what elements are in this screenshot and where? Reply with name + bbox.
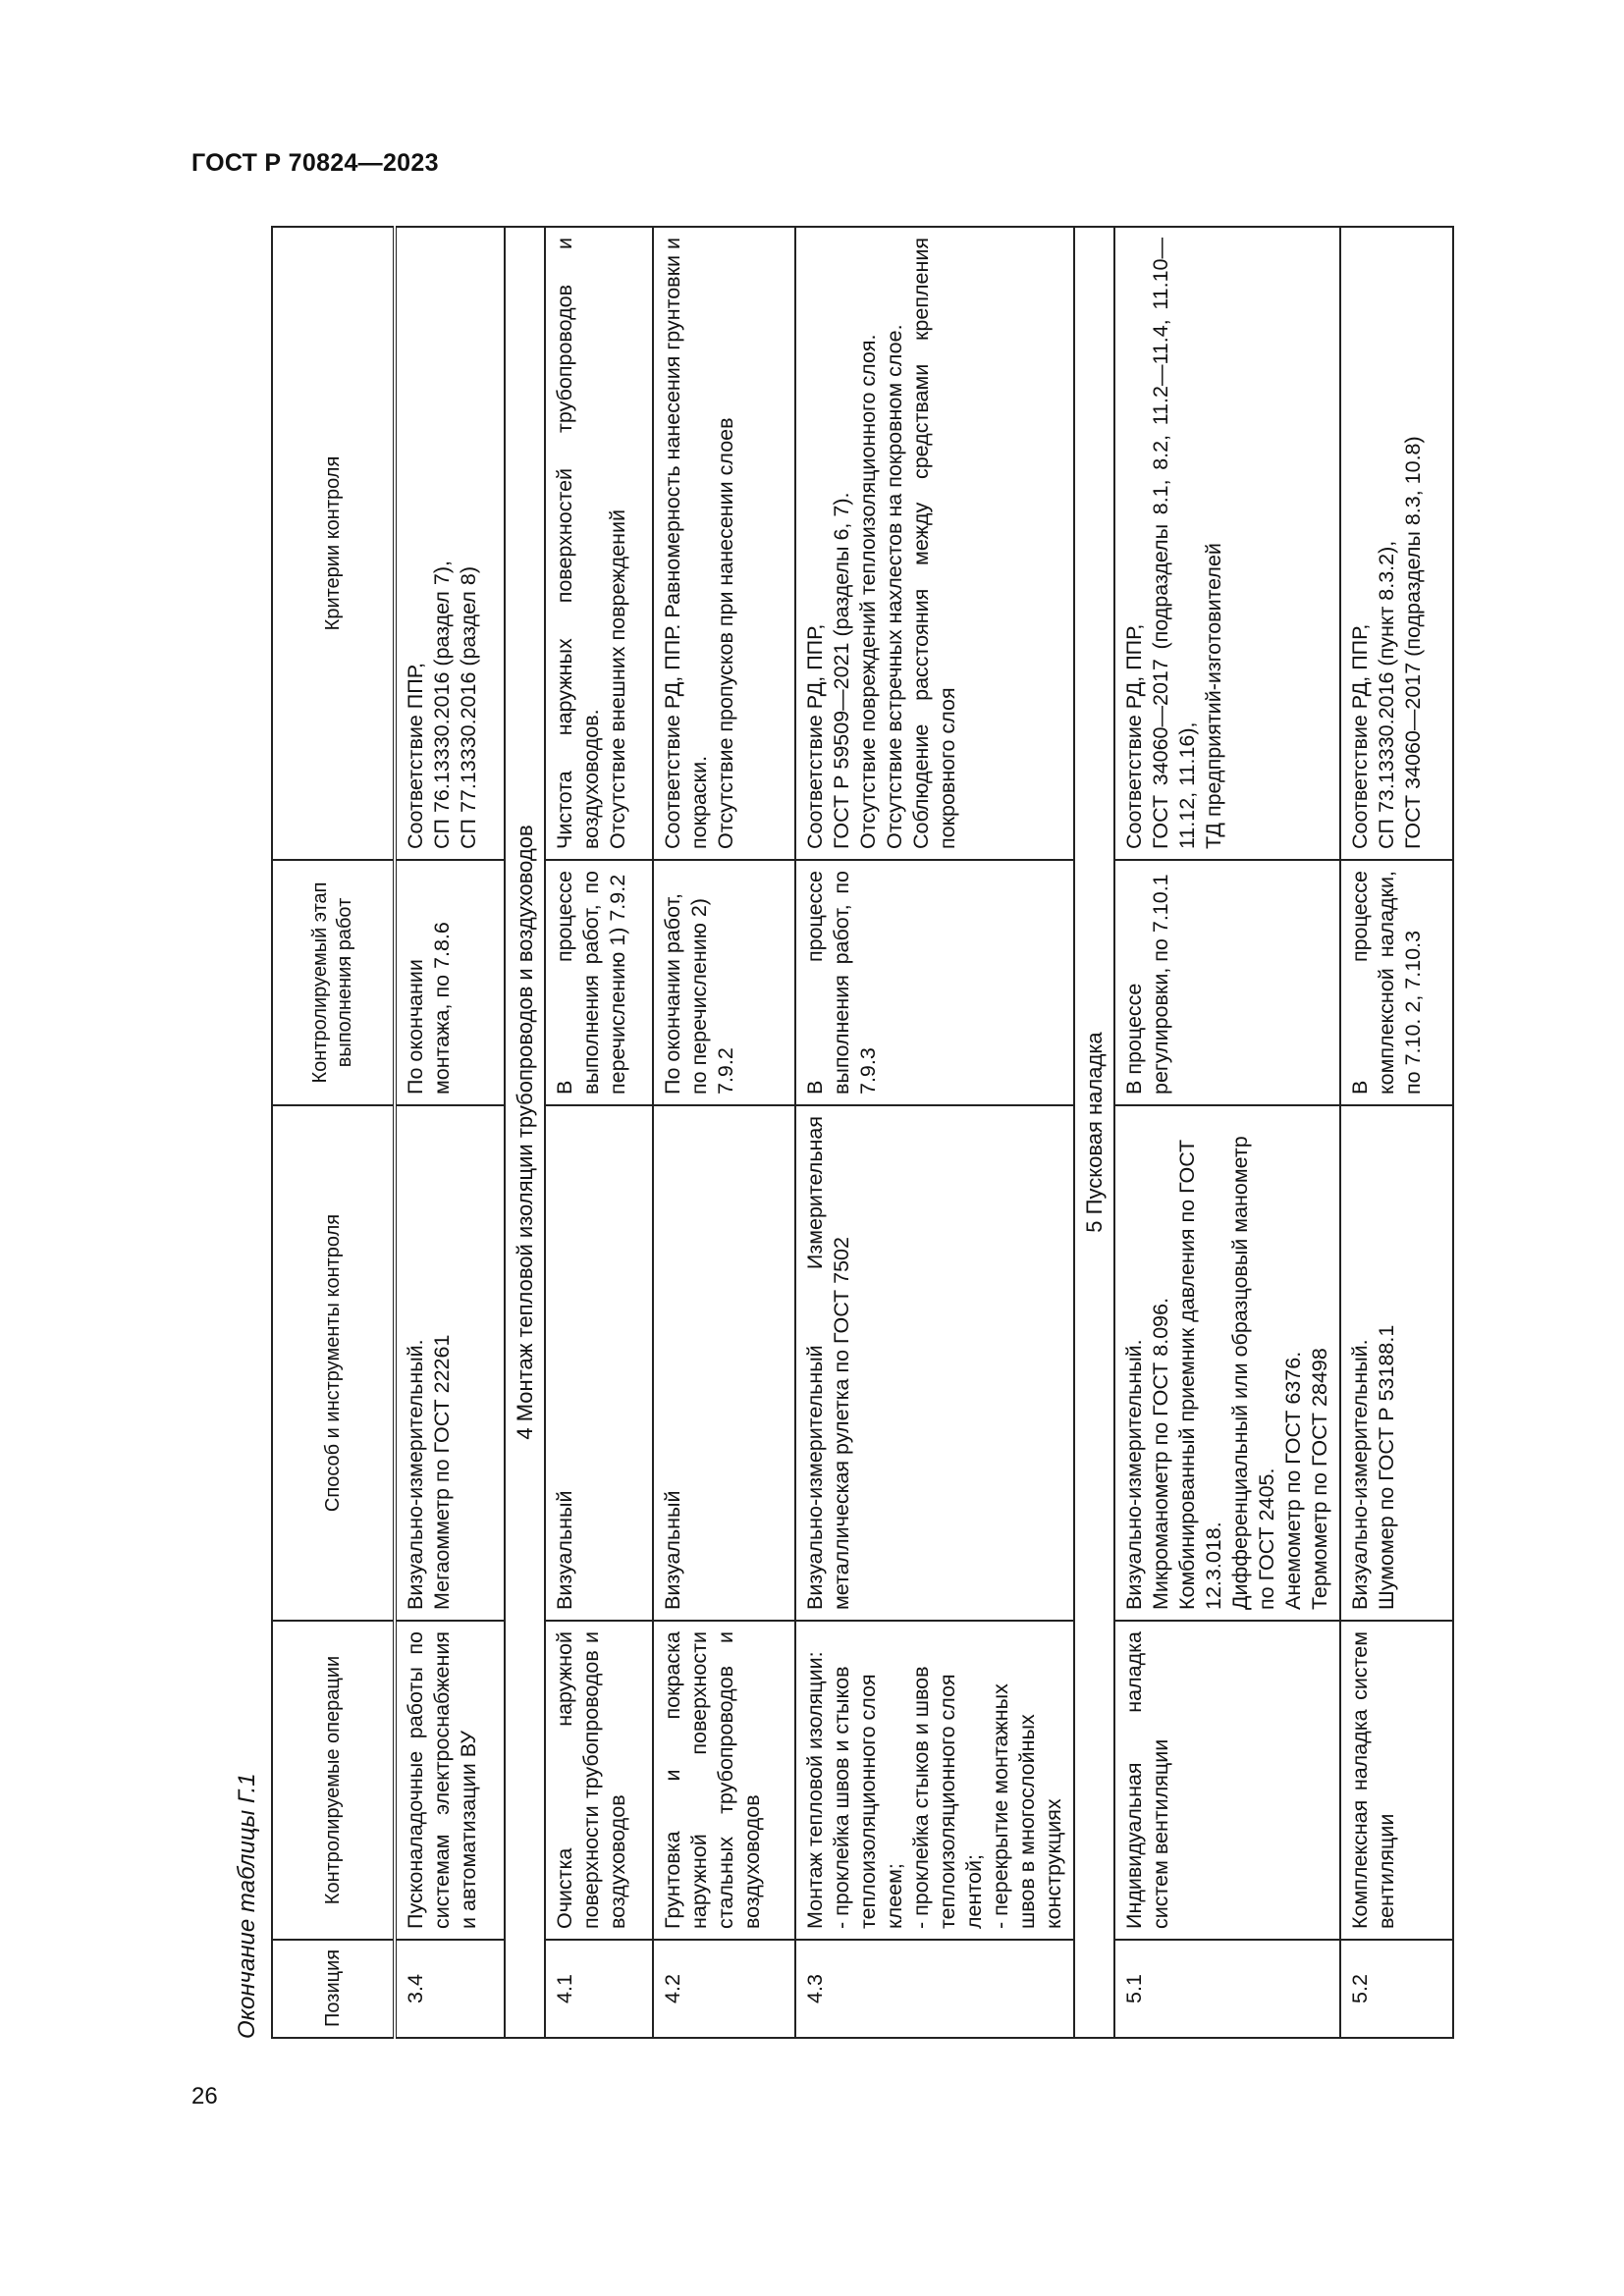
header-method: Способ и инструменты контроля xyxy=(272,1105,395,1621)
table-row-5-1 xyxy=(1114,227,1340,2038)
operation-line: - проклейка швов и стыков теплоизоляционного слоя клеем; xyxy=(830,1666,906,1929)
method-line: Визуально-измерительный. xyxy=(404,1339,427,1610)
section-title: 4 Монтаж тепловой изоляции трубопроводов и воздуховодов xyxy=(505,227,545,2038)
method-line: Дифференциальный или образцовый манометр по ГОСТ 2405. xyxy=(1228,1136,1278,1610)
cell-position: 3.4 xyxy=(395,1940,505,2038)
operation-line: Монтаж тепловой изоляции: xyxy=(803,1651,827,1929)
cell-method: Визуальный xyxy=(545,1105,653,1621)
cell-method: Визуально-измерительный Измерительная металлическая рулетка по ГОСТ 7502 xyxy=(795,1105,1074,1621)
control-table xyxy=(271,226,1454,2039)
criteria-line: Соблюдение расстояния между средствами крепления покровного слоя xyxy=(909,238,959,849)
method-line: Микроманометр по ГОСТ 8.096. xyxy=(1149,1297,1172,1610)
method-line: Визуально-измерительный. xyxy=(1122,1339,1146,1610)
cell-position: 5.2 xyxy=(1340,1940,1453,2038)
cell-stage: По окончании работ, по перечислению 2) 7.9.2 xyxy=(653,860,795,1105)
table-row-4-2 xyxy=(653,227,795,2038)
criteria-line: СП 73.13330.2016 (пункт 8.3.2), xyxy=(1375,540,1398,849)
criteria-line: ГОСТ Р 59509—2021 (разделы 6, 7). xyxy=(830,492,853,849)
cell-method: Визуальный xyxy=(653,1105,795,1621)
page-number: 26 xyxy=(191,2083,218,2109)
criteria-line: Соответствие РД, ППР, xyxy=(1348,623,1372,849)
criteria-line: Отсутствие повреждений теплоизоляционного слоя. xyxy=(856,334,880,849)
cell-criteria xyxy=(395,227,505,860)
cell-criteria xyxy=(795,227,1074,860)
criteria-line: ГОСТ 34060—2017 (подразделы 8.1, 8.2, 11.2—11.4, 11.10—11.12, 11.16), xyxy=(1149,238,1199,849)
table-row-3-4 xyxy=(395,227,505,2038)
criteria-line: Соответствие РД, ППР. Равномерность нанесения грунтовки и покраски. xyxy=(661,238,711,849)
cell-stage: В процессе регулировки, по 7.10.1 xyxy=(1114,860,1340,1105)
cell-operation: Грунтовка и покраска наружной поверхности стальных трубопроводов и воздуховодов xyxy=(653,1621,795,1940)
table-header-row xyxy=(272,227,395,2038)
criteria-line: Чистота наружных поверхностей трубопроводов и воздуховодов. xyxy=(553,238,603,849)
criteria-line: ГОСТ 34060—2017 (подразделы 8.3, 10.8) xyxy=(1401,436,1425,849)
document-header: ГОСТ Р 70824—2023 xyxy=(191,149,439,177)
cell-position: 4.3 xyxy=(795,1940,1074,2038)
cell-operation xyxy=(795,1621,1074,1940)
cell-method xyxy=(1340,1105,1453,1621)
cell-operation: Пусконаладочные работы по системам электроснабжения и автоматизации ВУ xyxy=(395,1621,505,1940)
cell-stage: В процессе выполнения работ, по перечислению 1) 7.9.2 xyxy=(545,860,653,1105)
table-row-5-2 xyxy=(1340,227,1453,2038)
header-operations: Контролируемые операции xyxy=(272,1621,395,1940)
rotated-table-area xyxy=(226,228,1434,2039)
operation-line: - проклейка стыков и швов теплоизоляционного слоя лентой; xyxy=(909,1666,986,1929)
section-title: 5 Пусковая наладка xyxy=(1074,227,1114,2038)
criteria-line: СП 77.13330.2016 (раздел 8) xyxy=(457,565,480,849)
criteria-line: Соответствие РД, ППР, xyxy=(1122,623,1146,849)
table-row-4-1 xyxy=(545,227,653,2038)
cell-stage: В процессе выполнения работ, по 7.9.3 xyxy=(795,860,1074,1105)
criteria-line: СП 76.13330.2016 (раздел 7), xyxy=(430,560,454,849)
method-line: Шумомер по ГОСТ Р 53188.1 xyxy=(1375,1324,1398,1610)
cell-position: 4.2 xyxy=(653,1940,795,2038)
table-caption: Окончание таблицы Г.1 xyxy=(234,1773,260,2039)
cell-method xyxy=(395,1105,505,1621)
cell-criteria xyxy=(1114,227,1340,860)
criteria-line: Отсутствие встречных нахлестов на покровном слое. xyxy=(883,324,906,849)
criteria-line: Отсутствие пропусков при нанесении слоев xyxy=(714,417,737,849)
criteria-line: Отсутствие внешних повреждений xyxy=(606,509,629,849)
section-row-5 xyxy=(1074,227,1114,2038)
criteria-line: Соответствие РД, ППР, xyxy=(803,623,827,849)
cell-criteria xyxy=(653,227,795,860)
cell-operation: Комплексная наладка систем вентиляции xyxy=(1340,1621,1453,1940)
criteria-line: Соответствие ППР, xyxy=(404,663,427,849)
header-stage: Контролируемый этап выполнения работ xyxy=(272,860,395,1105)
cell-position: 4.1 xyxy=(545,1940,653,2038)
operation-line: - перекрытие монтажных швов в многослойных конструкциях xyxy=(989,1683,1065,1929)
cell-operation: Индивидуальная наладка систем вентиляции xyxy=(1114,1621,1340,1940)
method-line: Визуально-измерительный. xyxy=(1348,1339,1372,1610)
method-line: Термометр по ГОСТ 28498 xyxy=(1308,1348,1331,1610)
header-position: Позиция xyxy=(272,1940,395,2038)
header-criteria: Критерии контроля xyxy=(272,227,395,860)
cell-criteria xyxy=(1340,227,1453,860)
cell-stage: В процессе комплексной наладки, по 7.10. 2, 7.10.3 xyxy=(1340,860,1453,1105)
table-row-4-3 xyxy=(795,227,1074,2038)
cell-criteria xyxy=(545,227,653,860)
cell-position: 5.1 xyxy=(1114,1940,1340,2038)
cell-stage: По окончании монтажа, по 7.8.6 xyxy=(395,860,505,1105)
section-row-4 xyxy=(505,227,545,2038)
cell-method xyxy=(1114,1105,1340,1621)
method-line: Комбинированный приемник давления по ГОСТ 12.3.018. xyxy=(1175,1139,1225,1610)
method-line: Мегаомметр по ГОСТ 22261 xyxy=(430,1334,454,1610)
cell-operation: Очистка наружной поверхности трубопроводов и воздуховодов xyxy=(545,1621,653,1940)
criteria-line: ТД предприятий-изготовителей xyxy=(1202,543,1225,849)
method-line: Анемометр по ГОСТ 6376. xyxy=(1281,1351,1305,1610)
